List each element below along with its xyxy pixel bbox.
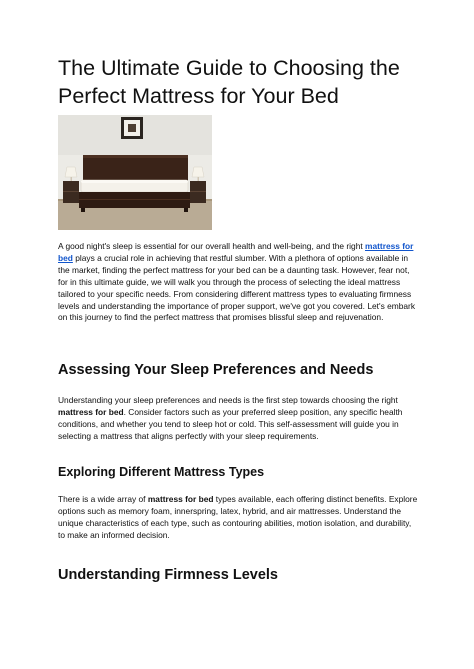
intro-text-end: plays a crucial role in achieving that restful slumber. With a plethora of options available in the market, finding the perfect mattress for your bed can be a daunting task. However, fear not, for in this ultimate guide, we will walk you through the process of selecting the ideal mattress tailored to your specific needs. From considering different mattress types to evaluating firmness levels and understanding the importance of proper support, we've got you covered. Let's embark on this journey to find the perfect mattress that promises blissful sleep and rejuvenation. xyxy=(58,252,416,323)
section-heading-sleep-preferences: Assessing Your Sleep Preferences and Needs xyxy=(58,362,374,378)
mattress-types-keyword: mattress for bed xyxy=(147,494,214,504)
sleep-preferences-text-start: Understanding your sleep preferences and needs is the first step towards choosing the right xyxy=(58,395,398,405)
intro-text-start: A good night's sleep is essential for our overall health and well-being, and the right xyxy=(58,241,366,251)
mattress-types-text-end: types available, each offering distinct benefits. Explore options such as memory foam, innerspring, latex, hybrid, and air mattresses. Understand the unique characteristics of each type, such as contouring abilities, motion isolation, and durability, to make an informed decision. xyxy=(58,494,418,540)
section-heading-mattress-types: Exploring Different Mattress Types xyxy=(58,465,265,479)
intro-paragraph xyxy=(58,241,418,324)
mattress-for-bed-link[interactable]: mattress for bed xyxy=(58,241,414,263)
page-title: The Ultimate Guide to Choosing the Perfect Mattress for Your Bed xyxy=(58,56,400,108)
sleep-preferences-paragraph xyxy=(58,395,420,443)
sleep-preferences-keyword: mattress for bed xyxy=(58,406,124,417)
mattress-types-paragraph xyxy=(58,494,420,542)
sleep-preferences-text-end: . Consider factors such as your preferred sleep position, any specific health conditions, and whether you tend to sleep hot or cold. This self-assessment will guide you in selecting a mattress that aligns perfectly with your sleep requirements. xyxy=(58,406,403,441)
section-heading-firmness-levels: Understanding Firmness Levels xyxy=(58,567,278,583)
mattress-types-text-start: There is a wide array of xyxy=(58,494,148,504)
bedroom-photo xyxy=(58,115,212,230)
